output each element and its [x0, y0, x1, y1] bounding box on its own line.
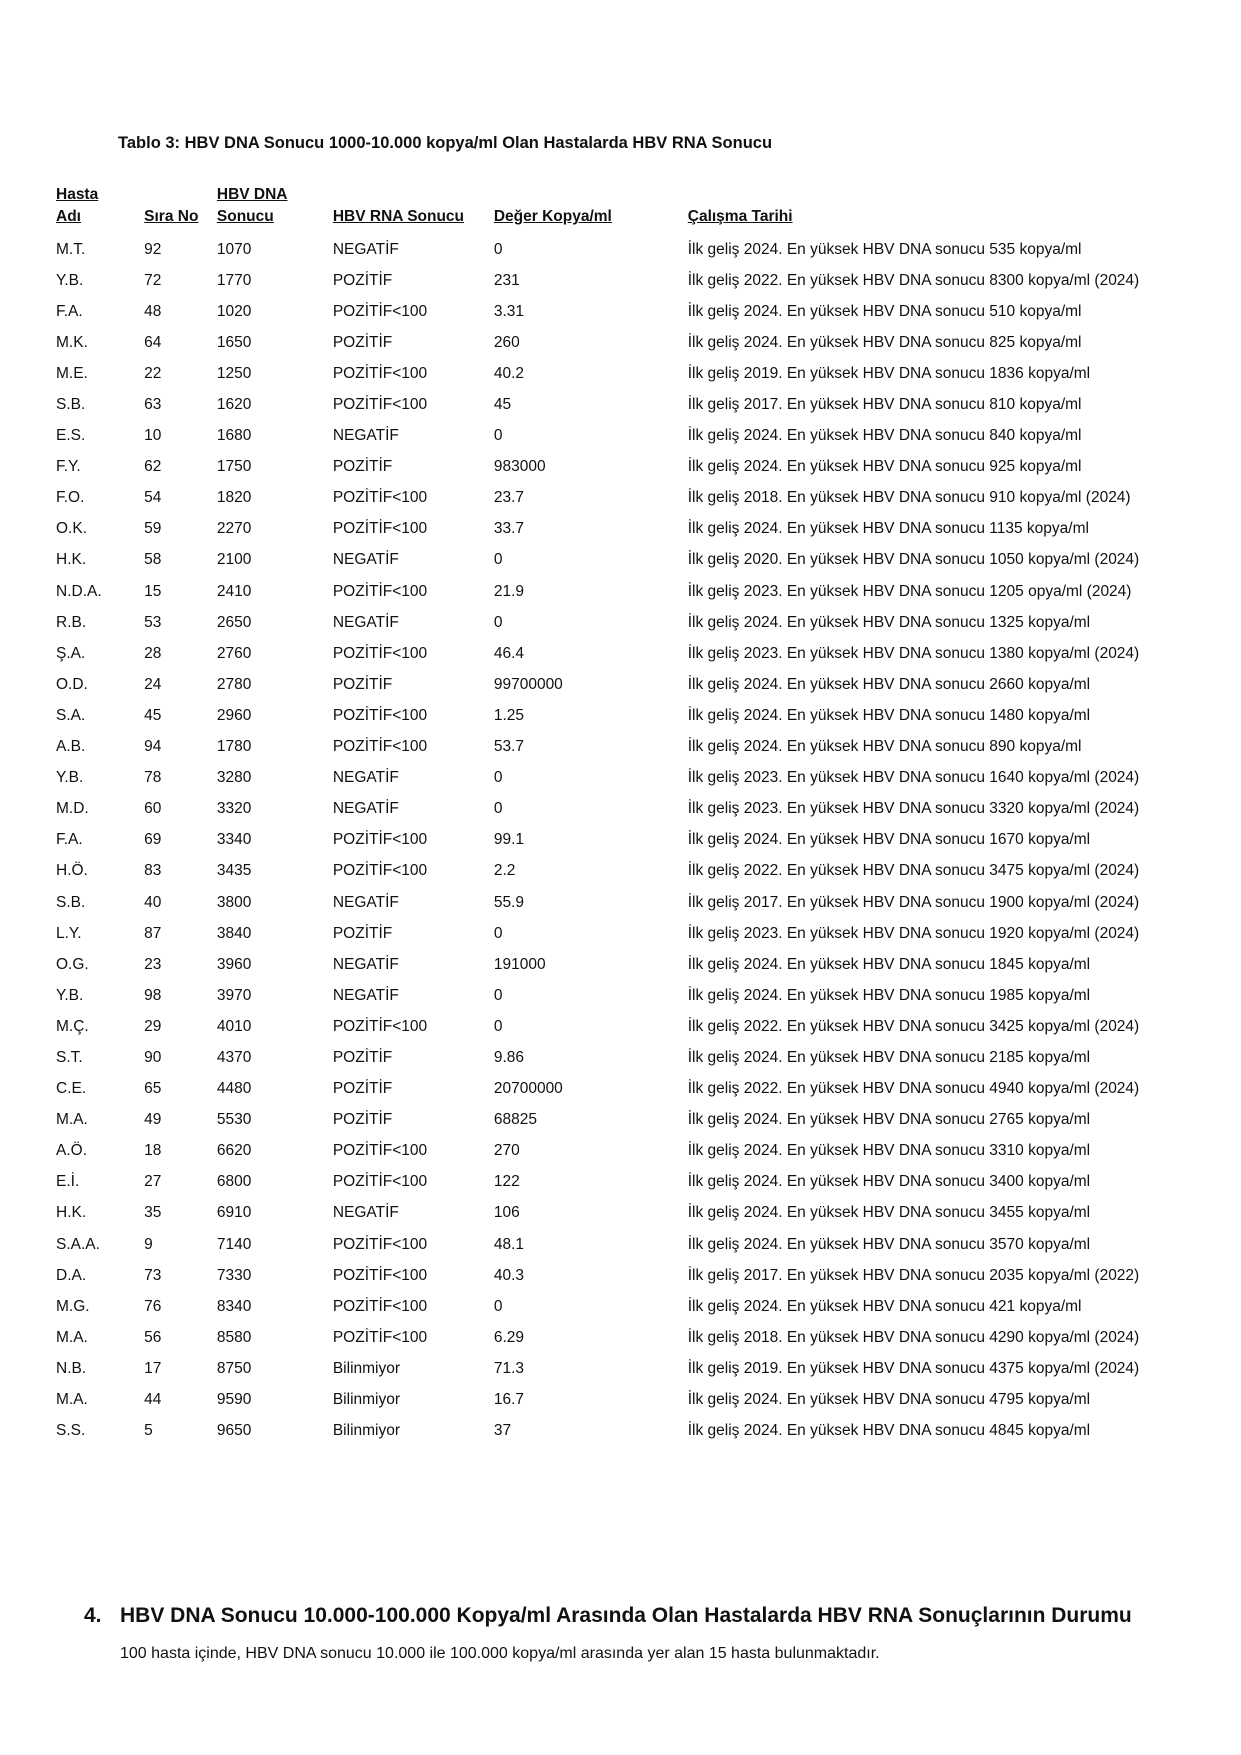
cell-calisma-tarihi: İlk geliş 2024. En yüksek HBV DNA sonucu 1670 kopya/ml	[687, 831, 1091, 849]
cell-sira-no: 18	[144, 1142, 162, 1160]
cell-hbv-rna: Bilinmiyor	[332, 1359, 401, 1377]
cell-hasta-adi: M.K.	[56, 333, 88, 351]
cell-calisma-tarihi: İlk geliş 2023. En yüksek HBV DNA sonucu 1380 kopya/ml (2024)	[687, 644, 1140, 662]
table-row	[56, 763, 1241, 794]
cell-deger: 21.9	[493, 582, 525, 600]
cell-deger: 2.2	[493, 862, 516, 880]
cell-deger: 46.4	[493, 644, 525, 662]
cell-calisma-tarihi: İlk geliş 2018. En yüksek HBV DNA sonucu 4290 kopya/ml (2024)	[687, 1328, 1140, 1346]
table-row	[56, 1322, 1241, 1353]
cell-hbv-dna: 1780	[216, 738, 252, 756]
cell-hbv-rna: POZİTİF	[332, 458, 393, 476]
cell-deger: 53.7	[493, 738, 525, 756]
cell-hbv-dna: 3970	[216, 986, 252, 1004]
cell-calisma-tarihi: İlk geliş 2022. En yüksek HBV DNA sonucu 3475 kopya/ml (2024)	[687, 862, 1140, 880]
cell-sira-no: 10	[144, 427, 162, 445]
cell-calisma-tarihi: İlk geliş 2023. En yüksek HBV DNA sonucu 1640 kopya/ml (2024)	[687, 769, 1140, 787]
cell-hasta-adi: M.A.	[56, 1111, 88, 1129]
cell-hbv-dna: 2100	[216, 551, 252, 569]
table-row	[56, 1353, 1241, 1384]
cell-hasta-adi: E.S.	[56, 427, 86, 445]
cell-hasta-adi: N.B.	[56, 1359, 87, 1377]
cell-hasta-adi: M.Ç.	[56, 1017, 89, 1035]
header-hbv-rna: HBV RNA Sonucu	[332, 208, 465, 225]
table-row	[56, 1136, 1241, 1167]
cell-sira-no: 72	[144, 271, 162, 289]
table-row	[56, 452, 1241, 483]
table-row	[56, 1074, 1241, 1105]
cell-deger: 0	[493, 800, 503, 818]
cell-sira-no: 40	[144, 893, 162, 911]
table-row	[56, 918, 1241, 949]
cell-deger: 99.1	[493, 831, 525, 849]
cell-calisma-tarihi: İlk geliş 2024. En yüksek HBV DNA sonucu 510 kopya/ml	[687, 302, 1082, 320]
cell-hasta-adi: O.K.	[56, 520, 88, 538]
table-row	[56, 825, 1241, 856]
cell-hbv-dna: 1620	[216, 396, 252, 414]
cell-hasta-adi: H.K.	[56, 551, 87, 569]
cell-hbv-rna: NEGATİF	[332, 1204, 399, 1222]
cell-hbv-dna: 8580	[216, 1328, 252, 1346]
cell-calisma-tarihi: İlk geliş 2024. En yüksek HBV DNA sonucu 925 kopya/ml	[687, 458, 1082, 476]
cell-calisma-tarihi: İlk geliş 2024. En yüksek HBV DNA sonucu 890 kopya/ml	[687, 738, 1082, 756]
cell-deger: 0	[493, 1297, 503, 1315]
header-hasta-adi: Hasta Adı	[56, 186, 99, 225]
table-title: Tablo 3: HBV DNA Sonucu 1000-10.000 kopya/ml Olan Hastalarda HBV RNA Sonucu	[118, 134, 773, 152]
cell-calisma-tarihi: İlk geliş 2024. En yüksek HBV DNA sonucu 825 kopya/ml	[687, 333, 1082, 351]
cell-hasta-adi: O.D.	[56, 675, 88, 693]
cell-hbv-rna: POZİTİF<100	[332, 831, 428, 849]
cell-hbv-rna: POZİTİF<100	[332, 302, 428, 320]
cell-hasta-adi: L.Y.	[56, 924, 82, 942]
table-row	[56, 1011, 1241, 1042]
cell-hasta-adi: S.B.	[56, 396, 86, 414]
cell-hbv-dna: 1650	[216, 333, 252, 351]
cell-deger: 40.3	[493, 1266, 525, 1284]
cell-hasta-adi: F.O.	[56, 489, 85, 507]
cell-hasta-adi: A.Ö.	[56, 1142, 88, 1160]
cell-hbv-rna: NEGATİF	[332, 986, 399, 1004]
cell-sira-no: 5	[144, 1422, 153, 1440]
cell-hasta-adi: C.E.	[56, 1080, 87, 1098]
table-row	[56, 980, 1241, 1011]
table-body	[56, 234, 1241, 1447]
cell-calisma-tarihi: İlk geliş 2024. En yüksek HBV DNA sonucu 3570 kopya/ml	[687, 1235, 1091, 1253]
cell-sira-no: 63	[144, 396, 162, 414]
table-row	[56, 327, 1241, 358]
cell-deger: 55.9	[493, 893, 525, 911]
cell-hasta-adi: N.D.A.	[56, 582, 102, 600]
cell-hbv-dna: 7330	[216, 1266, 252, 1284]
cell-hbv-dna: 6910	[216, 1204, 252, 1222]
cell-deger: 0	[493, 1017, 503, 1035]
cell-hbv-rna: POZİTİF<100	[332, 489, 428, 507]
cell-calisma-tarihi: İlk geliş 2022. En yüksek HBV DNA sonucu 4940 kopya/ml (2024)	[687, 1080, 1140, 1098]
cell-hbv-rna: POZİTİF<100	[332, 706, 428, 724]
cell-hasta-adi: D.A.	[56, 1266, 87, 1284]
cell-sira-no: 65	[144, 1080, 162, 1098]
cell-hbv-dna: 3435	[216, 862, 252, 880]
cell-hasta-adi: A.B.	[56, 738, 86, 756]
cell-hasta-adi: M.T.	[56, 240, 86, 258]
cell-hasta-adi: Y.B.	[56, 271, 84, 289]
cell-hbv-rna: POZİTİF<100	[332, 582, 428, 600]
cell-sira-no: 87	[144, 924, 162, 942]
cell-calisma-tarihi: İlk geliş 2024. En yüksek HBV DNA sonucu 2765 kopya/ml	[687, 1111, 1091, 1129]
cell-hbv-dna: 1820	[216, 489, 252, 507]
cell-hasta-adi: Y.B.	[56, 986, 84, 1004]
header-deger: Değer Kopya/ml	[493, 208, 612, 225]
cell-calisma-tarihi: İlk geliş 2024. En yüksek HBV DNA sonucu 3455 kopya/ml	[687, 1204, 1091, 1222]
cell-hbv-rna: POZİTİF	[332, 924, 393, 942]
cell-sira-no: 53	[144, 613, 162, 631]
cell-calisma-tarihi: İlk geliş 2023. En yüksek HBV DNA sonucu 3320 kopya/ml (2024)	[687, 800, 1140, 818]
cell-hbv-dna: 2960	[216, 706, 252, 724]
cell-hbv-rna: POZİTİF<100	[332, 738, 428, 756]
cell-hbv-dna: 9650	[216, 1422, 252, 1440]
cell-hasta-adi: M.A.	[56, 1328, 88, 1346]
cell-sira-no: 15	[144, 582, 162, 600]
table-row	[56, 1198, 1241, 1229]
results-table	[56, 184, 1241, 1447]
table-row	[56, 638, 1241, 669]
cell-hbv-dna: 1020	[216, 302, 252, 320]
cell-sira-no: 28	[144, 644, 162, 662]
table-row	[56, 607, 1241, 638]
cell-hbv-rna: NEGATİF	[332, 769, 399, 787]
cell-hasta-adi: F.A.	[56, 302, 83, 320]
cell-deger: 20700000	[493, 1080, 563, 1098]
cell-sira-no: 23	[144, 955, 162, 973]
cell-calisma-tarihi: İlk geliş 2024. En yüksek HBV DNA sonucu 3400 kopya/ml	[687, 1173, 1091, 1191]
cell-hbv-rna: NEGATİF	[332, 800, 399, 818]
cell-hbv-rna: POZİTİF<100	[332, 1017, 428, 1035]
cell-hasta-adi: M.E.	[56, 364, 88, 382]
cell-hasta-adi: R.B.	[56, 613, 87, 631]
cell-deger: 0	[493, 769, 503, 787]
cell-hbv-rna: POZİTİF<100	[332, 520, 428, 538]
cell-hbv-rna: POZİTİF<100	[332, 396, 428, 414]
cell-calisma-tarihi: İlk geliş 2022. En yüksek HBV DNA sonucu 8300 kopya/ml (2024)	[687, 271, 1140, 289]
cell-hbv-dna: 6620	[216, 1142, 252, 1160]
cell-hbv-dna: 1770	[216, 271, 252, 289]
cell-hbv-dna: 3320	[216, 800, 252, 818]
cell-hasta-adi: S.S.	[56, 1422, 86, 1440]
cell-deger: 0	[493, 551, 503, 569]
cell-hbv-rna: NEGATİF	[332, 551, 399, 569]
cell-calisma-tarihi: İlk geliş 2017. En yüksek HBV DNA sonucu 2035 kopya/ml (2022)	[687, 1266, 1140, 1284]
cell-deger: 1.25	[493, 706, 525, 724]
cell-hbv-dna: 7140	[216, 1235, 252, 1253]
cell-hasta-adi: F.A.	[56, 831, 83, 849]
cell-hbv-dna: 3340	[216, 831, 252, 849]
cell-hasta-adi: M.A.	[56, 1391, 88, 1409]
cell-hasta-adi: M.D.	[56, 800, 89, 818]
cell-hbv-dna: 3840	[216, 924, 252, 942]
cell-deger: 71.3	[493, 1359, 525, 1377]
cell-sira-no: 58	[144, 551, 162, 569]
table-row	[56, 856, 1241, 887]
cell-calisma-tarihi: İlk geliş 2019. En yüksek HBV DNA sonucu 1836 kopya/ml	[687, 364, 1091, 382]
cell-sira-no: 9	[144, 1235, 153, 1253]
cell-calisma-tarihi: İlk geliş 2024. En yüksek HBV DNA sonucu 1480 kopya/ml	[687, 706, 1091, 724]
cell-sira-no: 54	[144, 489, 162, 507]
cell-deger: 231	[493, 271, 520, 289]
cell-deger: 0	[493, 986, 503, 1004]
table-row	[56, 732, 1241, 763]
section-paragraph: 100 hasta içinde, HBV DNA sonucu 10.000 ile 100.000 kopya/ml arasında yer alan 15 hasta bulunmaktadır.	[120, 1645, 880, 1662]
cell-deger: 0	[493, 924, 503, 942]
cell-hasta-adi: E.İ.	[56, 1173, 80, 1191]
cell-hbv-rna: NEGATİF	[332, 240, 399, 258]
cell-calisma-tarihi: İlk geliş 2018. En yüksek HBV DNA sonucu 910 kopya/ml (2024)	[687, 489, 1131, 507]
section-title: HBV DNA Sonucu 10.000-100.000 Kopya/ml Arasında Olan Hastalarda HBV RNA Sonuçlarının Durumu	[120, 1604, 1132, 1627]
cell-sira-no: 90	[144, 1048, 162, 1066]
cell-sira-no: 98	[144, 986, 162, 1004]
cell-hbv-dna: 3800	[216, 893, 252, 911]
cell-hbv-dna: 9590	[216, 1391, 252, 1409]
cell-hbv-dna: 2780	[216, 675, 252, 693]
cell-sira-no: 69	[144, 831, 162, 849]
table-row	[56, 949, 1241, 980]
table-row	[56, 1167, 1241, 1198]
cell-deger: 983000	[493, 458, 546, 476]
table-row	[56, 1260, 1241, 1291]
table-row	[56, 483, 1241, 514]
cell-hbv-rna: POZİTİF<100	[332, 1328, 428, 1346]
cell-sira-no: 94	[144, 738, 162, 756]
cell-calisma-tarihi: İlk geliş 2024. En yüksek HBV DNA sonucu 4845 kopya/ml	[687, 1422, 1091, 1440]
cell-deger: 106	[493, 1204, 520, 1222]
cell-calisma-tarihi: İlk geliş 2024. En yüksek HBV DNA sonucu 1985 kopya/ml	[687, 986, 1091, 1004]
cell-deger: 6.29	[493, 1328, 525, 1346]
cell-deger: 16.7	[493, 1391, 525, 1409]
cell-hbv-dna: 3960	[216, 955, 252, 973]
cell-calisma-tarihi: İlk geliş 2024. En yüksek HBV DNA sonucu 3310 kopya/ml	[687, 1142, 1091, 1160]
table-row	[56, 887, 1241, 918]
cell-sira-no: 49	[144, 1111, 162, 1129]
table-row	[56, 794, 1241, 825]
table-row	[56, 669, 1241, 700]
cell-hbv-rna: POZİTİF<100	[332, 1297, 428, 1315]
cell-sira-no: 83	[144, 862, 162, 880]
cell-hbv-rna: POZİTİF<100	[332, 1142, 428, 1160]
cell-sira-no: 60	[144, 800, 162, 818]
cell-deger: 40.2	[493, 364, 525, 382]
cell-deger: 260	[493, 333, 520, 351]
cell-sira-no: 73	[144, 1266, 162, 1284]
table-row	[56, 545, 1241, 576]
cell-hbv-rna: NEGATİF	[332, 955, 399, 973]
table-row	[56, 1291, 1241, 1322]
cell-hasta-adi: H.Ö.	[56, 862, 88, 880]
cell-sira-no: 62	[144, 458, 162, 476]
cell-deger: 9.86	[493, 1048, 525, 1066]
cell-calisma-tarihi: İlk geliş 2024. En yüksek HBV DNA sonucu 421 kopya/ml	[687, 1297, 1082, 1315]
table-row	[56, 389, 1241, 420]
table-row	[56, 1105, 1241, 1136]
table-row	[56, 234, 1241, 265]
table-row	[56, 358, 1241, 389]
cell-deger: 23.7	[493, 489, 525, 507]
cell-sira-no: 92	[144, 240, 162, 258]
cell-hasta-adi: S.A.	[56, 706, 86, 724]
cell-sira-no: 76	[144, 1297, 162, 1315]
cell-hbv-rna: NEGATİF	[332, 893, 399, 911]
cell-hbv-dna: 8750	[216, 1359, 252, 1377]
cell-hbv-rna: POZİTİF<100	[332, 862, 428, 880]
cell-calisma-tarihi: İlk geliş 2024. En yüksek HBV DNA sonucu 2660 kopya/ml	[687, 675, 1091, 693]
cell-sira-no: 48	[144, 302, 162, 320]
cell-hbv-rna: POZİTİF	[332, 675, 393, 693]
cell-deger: 0	[493, 240, 503, 258]
cell-hbv-dna: 5530	[216, 1111, 252, 1129]
cell-hbv-rna: NEGATİF	[332, 427, 399, 445]
cell-hbv-dna: 1250	[216, 364, 252, 382]
table-row	[56, 1229, 1241, 1260]
cell-deger: 33.7	[493, 520, 525, 538]
cell-hbv-dna: 6800	[216, 1173, 252, 1191]
cell-sira-no: 78	[144, 769, 162, 787]
table-row	[56, 514, 1241, 545]
cell-deger: 99700000	[493, 675, 563, 693]
cell-hasta-adi: S.T.	[56, 1048, 83, 1066]
table-row	[56, 1384, 1241, 1415]
cell-hbv-dna: 2650	[216, 613, 252, 631]
cell-deger: 3.31	[493, 302, 525, 320]
cell-hbv-rna: Bilinmiyor	[332, 1422, 401, 1440]
table-row	[56, 265, 1241, 296]
table-row	[56, 576, 1241, 607]
table-row	[56, 296, 1241, 327]
cell-hasta-adi: F.Y.	[56, 458, 81, 476]
section-number: 4.	[84, 1604, 102, 1627]
cell-deger: 122	[493, 1173, 520, 1191]
cell-deger: 48.1	[493, 1235, 525, 1253]
cell-hbv-rna: POZİTİF<100	[332, 1266, 428, 1284]
header-hbv-dna: HBV DNA Sonucu	[216, 186, 288, 225]
cell-hbv-rna: Bilinmiyor	[332, 1391, 401, 1409]
cell-deger: 270	[493, 1142, 520, 1160]
cell-hbv-dna: 8340	[216, 1297, 252, 1315]
table-row	[56, 1042, 1241, 1073]
cell-hbv-rna: POZİTİF<100	[332, 1235, 428, 1253]
cell-hbv-dna: 4010	[216, 1017, 252, 1035]
cell-calisma-tarihi: İlk geliş 2017. En yüksek HBV DNA sonucu 1900 kopya/ml (2024)	[687, 893, 1140, 911]
cell-calisma-tarihi: İlk geliş 2023. En yüksek HBV DNA sonucu 1205 opya/ml (2024)	[687, 582, 1132, 600]
cell-hbv-rna: POZİTİF<100	[332, 1173, 428, 1191]
cell-sira-no: 59	[144, 520, 162, 538]
cell-hbv-dna: 1750	[216, 458, 252, 476]
cell-calisma-tarihi: İlk geliş 2020. En yüksek HBV DNA sonucu 1050 kopya/ml (2024)	[687, 551, 1140, 569]
cell-sira-no: 27	[144, 1173, 162, 1191]
table-row	[56, 700, 1241, 731]
cell-hbv-dna: 2410	[216, 582, 252, 600]
cell-sira-no: 17	[144, 1359, 162, 1377]
cell-hasta-adi: Y.B.	[56, 769, 84, 787]
cell-sira-no: 35	[144, 1204, 162, 1222]
cell-hbv-dna: 4480	[216, 1080, 252, 1098]
cell-hbv-dna: 1680	[216, 427, 252, 445]
cell-hbv-dna: 1070	[216, 240, 252, 258]
cell-deger: 37	[493, 1422, 512, 1440]
cell-calisma-tarihi: İlk geliş 2024. En yüksek HBV DNA sonucu 840 kopya/ml	[687, 427, 1082, 445]
cell-deger: 0	[493, 613, 503, 631]
cell-deger: 45	[493, 396, 512, 414]
section-heading	[84, 1604, 1132, 1628]
cell-hbv-dna: 3280	[216, 769, 252, 787]
cell-calisma-tarihi: İlk geliş 2017. En yüksek HBV DNA sonucu 810 kopya/ml	[687, 396, 1082, 414]
cell-hasta-adi: S.A.A.	[56, 1235, 100, 1253]
cell-hbv-dna: 4370	[216, 1048, 252, 1066]
cell-deger: 0	[493, 427, 503, 445]
table-header-row	[56, 184, 1241, 234]
cell-hbv-rna: POZİTİF	[332, 1048, 393, 1066]
cell-hasta-adi: O.G.	[56, 955, 89, 973]
cell-hasta-adi: S.B.	[56, 893, 86, 911]
cell-hasta-adi: H.K.	[56, 1204, 87, 1222]
cell-sira-no: 24	[144, 675, 162, 693]
cell-sira-no: 56	[144, 1328, 162, 1346]
cell-sira-no: 44	[144, 1391, 162, 1409]
cell-sira-no: 64	[144, 333, 162, 351]
cell-hbv-rna: POZİTİF	[332, 1080, 393, 1098]
cell-sira-no: 22	[144, 364, 162, 382]
cell-hbv-rna: POZİTİF<100	[332, 364, 428, 382]
cell-hbv-rna: NEGATİF	[332, 613, 399, 631]
cell-calisma-tarihi: İlk geliş 2024. En yüksek HBV DNA sonucu 2185 kopya/ml	[687, 1048, 1091, 1066]
table-row	[56, 1416, 1241, 1447]
cell-hbv-rna: POZİTİF<100	[332, 644, 428, 662]
cell-deger: 68825	[493, 1111, 537, 1129]
cell-calisma-tarihi: İlk geliş 2023. En yüksek HBV DNA sonucu 1920 kopya/ml (2024)	[687, 924, 1140, 942]
header-calisma-tarihi: Çalışma Tarihi	[687, 208, 793, 225]
cell-deger: 191000	[493, 955, 546, 973]
cell-hbv-rna: POZİTİF	[332, 271, 393, 289]
header-sira-no: Sıra No	[144, 208, 199, 225]
cell-calisma-tarihi: İlk geliş 2024. En yüksek HBV DNA sonucu 1325 kopya/ml	[687, 613, 1091, 631]
cell-hbv-dna: 2760	[216, 644, 252, 662]
cell-sira-no: 29	[144, 1017, 162, 1035]
cell-calisma-tarihi: İlk geliş 2024. En yüksek HBV DNA sonucu 535 kopya/ml	[687, 240, 1082, 258]
cell-hbv-rna: POZİTİF	[332, 1111, 393, 1129]
cell-calisma-tarihi: İlk geliş 2024. En yüksek HBV DNA sonucu 1135 kopya/ml	[687, 520, 1089, 538]
cell-hasta-adi: M.G.	[56, 1297, 90, 1315]
cell-calisma-tarihi: İlk geliş 2024. En yüksek HBV DNA sonucu 4795 kopya/ml	[687, 1391, 1091, 1409]
cell-calisma-tarihi: İlk geliş 2022. En yüksek HBV DNA sonucu 3425 kopya/ml (2024)	[687, 1017, 1140, 1035]
table-row	[56, 421, 1241, 452]
cell-hbv-dna: 2270	[216, 520, 252, 538]
cell-sira-no: 45	[144, 706, 162, 724]
cell-calisma-tarihi: İlk geliş 2019. En yüksek HBV DNA sonucu 4375 kopya/ml (2024)	[687, 1359, 1140, 1377]
cell-hasta-adi: Ş.A.	[56, 644, 86, 662]
cell-hbv-rna: POZİTİF	[332, 333, 393, 351]
cell-calisma-tarihi: İlk geliş 2024. En yüksek HBV DNA sonucu 1845 kopya/ml	[687, 955, 1091, 973]
